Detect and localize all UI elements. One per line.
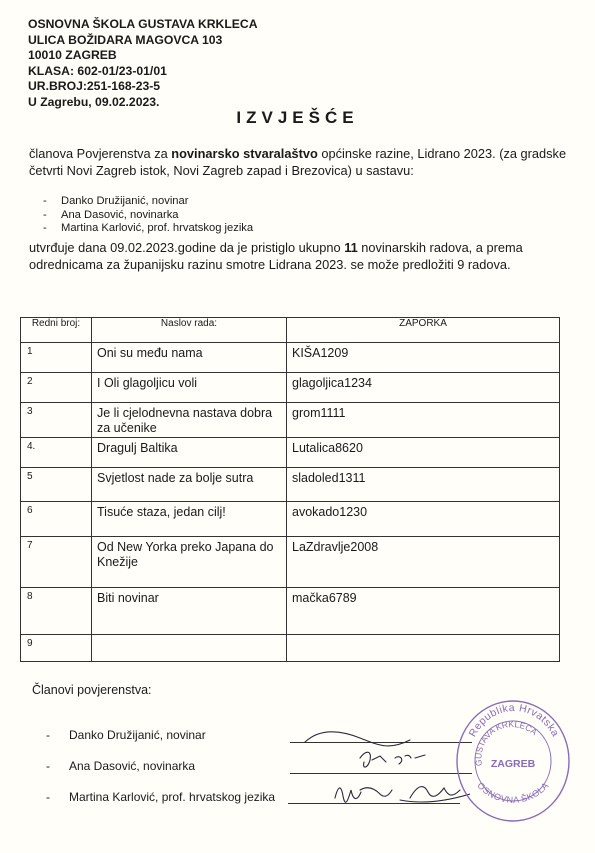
row-title: Dragulj Baltika — [92, 438, 287, 468]
row-code: sladoled1311 — [287, 468, 560, 502]
row-num: 8 — [21, 588, 92, 635]
member-item: - Danko Družijanić, novinar — [46, 728, 206, 742]
table-header-row — [21, 318, 560, 343]
row-code — [287, 635, 560, 662]
svg-text:Republika Hrvatska — [467, 702, 562, 739]
row-title: Tisuće staza, jedan cilj! — [92, 502, 287, 537]
row-title: Od New Yorka preko Japana do Knežije — [92, 537, 287, 588]
table-row — [21, 635, 560, 662]
document-title: IZVJEŠĆE — [236, 108, 359, 127]
member-name: Danko Družijanić, novinar — [69, 728, 206, 742]
works-table — [20, 317, 560, 662]
intro-bold: novinarsko stvaralaštvo — [171, 146, 318, 161]
table-row — [21, 438, 560, 468]
row-num: 5 — [21, 468, 92, 502]
findings-text-2: novinarskih radova, a prema odrednicama za županijsku razinu smotre Lidrana 2023. se može predložiti 9 radova. — [29, 240, 523, 272]
findings-text-1: utvrđuje dana 09.02.2023.godine da je pristiglo ukupno — [29, 240, 345, 255]
urbroj-number: UR.BROJ:251-168-23-5 — [28, 79, 161, 94]
intro-paragraph — [29, 146, 569, 179]
table-row — [21, 468, 560, 502]
row-code: glagoljica1234 — [287, 373, 560, 403]
row-code: KIŠA1209 — [287, 343, 560, 373]
stamp-outer-text: Republika Hrvatska — [466, 701, 562, 739]
klasa-number: KLASA: 602-01/23-01/01 — [28, 63, 167, 78]
row-title: Je li cjelodnevna nastava dobra za učenike — [92, 403, 287, 438]
row-title: I Oli glagoljicu voli — [92, 373, 287, 403]
committee-member-name: Danko Družijanić, novinar — [61, 195, 189, 207]
handwritten-signatures — [300, 720, 470, 820]
committee-item: - Danko Družijanić, novinar — [43, 195, 189, 207]
member-name: Ana Dasović, novinarka — [69, 759, 196, 773]
header-title: Naslov rada: — [92, 318, 287, 343]
row-num: 9 — [21, 635, 92, 662]
members-heading: Članovi povjerenstva: — [32, 683, 152, 697]
intro-text-2: općinske razine, Lidrano 2023. (za gradske četvrti Novi Zagreb istok, Novi Zagreb zapad i Brezovica) u sastavu: — [29, 146, 567, 178]
place-date: U Zagrebu, 09.02.2023. — [28, 94, 160, 109]
school-header — [28, 17, 258, 111]
row-num: 2 — [21, 373, 92, 403]
school-name: OSNOVNA ŠKOLA GUSTAVA KRKLECA — [28, 17, 258, 31]
member-item: - Ana Dasović, novinarka — [46, 759, 196, 773]
findings-count: 11 — [344, 240, 358, 255]
row-code: grom1111 — [287, 403, 560, 438]
committee-item: - Ana Dasović, novinarka — [43, 208, 179, 221]
table-row — [21, 537, 560, 588]
row-num: 1 — [21, 343, 92, 373]
stamp-city: ZAGREB — [490, 758, 536, 770]
row-num: 4. — [21, 438, 92, 468]
header-num: Redni broj: — [21, 318, 92, 343]
row-title — [92, 635, 287, 662]
table-row — [21, 343, 560, 373]
school-stamp — [452, 697, 574, 827]
table-row — [21, 588, 560, 635]
row-num: 6 — [21, 502, 92, 537]
committee-list — [43, 195, 253, 236]
member-name: Martina Karlović, prof. hrvatskog jezika — [69, 790, 276, 804]
row-code: Lutalica8620 — [287, 438, 560, 468]
findings-paragraph — [29, 240, 569, 273]
svg-text:OSNOVNA ŠKOLA — [475, 780, 550, 805]
member-item: - Martina Karlović, prof. hrvatskog jezika — [46, 790, 276, 804]
row-code: mačka6789 — [287, 588, 560, 635]
row-code: avokado1230 — [287, 502, 560, 537]
row-title: Oni su među nama — [92, 343, 287, 373]
committee-member-name: Ana Dasović, novinarka — [61, 208, 179, 221]
stamp-bottom-text: OSNOVNA ŠKOLA — [475, 780, 551, 805]
table-row — [21, 502, 560, 537]
table-row — [21, 403, 560, 438]
row-num: 7 — [21, 537, 92, 588]
school-city: 10010 ZAGREB — [28, 48, 117, 63]
row-title: Svjetlost nade za bolje sutra — [92, 468, 287, 502]
row-code: LaZdravlje2008 — [287, 537, 560, 588]
stamp-inner-text: GUSTAVA KRKLECA — [473, 718, 540, 767]
intro-text-1: članova Povjerenstva za — [29, 146, 172, 161]
row-num: 3 — [21, 403, 92, 438]
school-street: ULICA BOŽIDARA MAGOVCA 103 — [28, 32, 223, 47]
row-title: Biti novinar — [92, 588, 287, 635]
header-code: ZAPORKA — [287, 318, 560, 343]
committee-item: - Martina Karlović, prof. hrvatskog jezika — [43, 222, 254, 235]
table-row — [21, 373, 560, 403]
committee-member-name: Martina Karlović, prof. hrvatskog jezika — [61, 222, 254, 235]
